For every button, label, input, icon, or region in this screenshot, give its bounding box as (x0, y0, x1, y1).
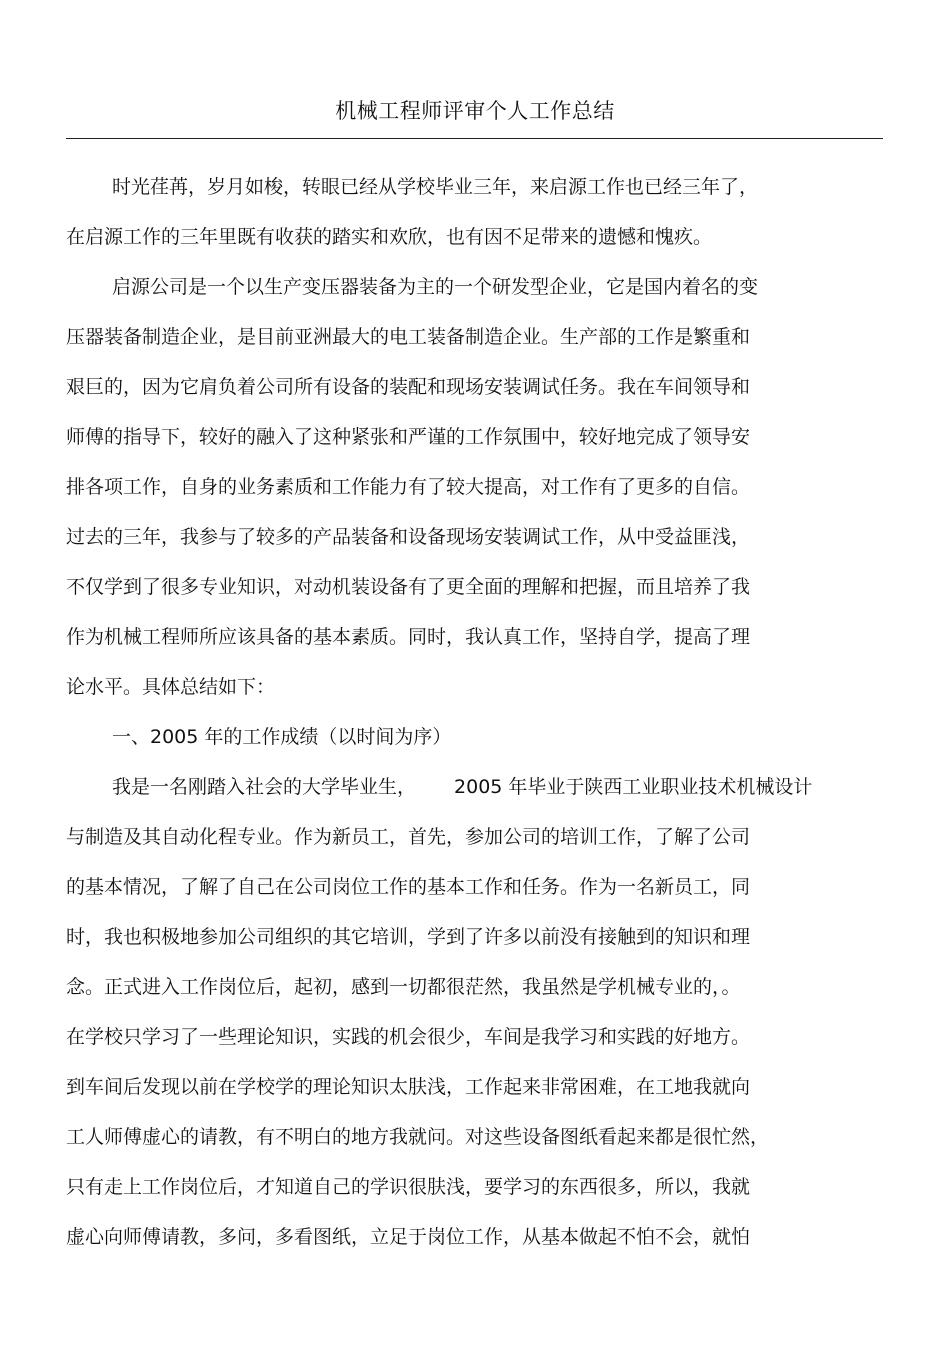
paragraph-line: 工人师傅虚心的请教，有不明白的地方我就问。对这些设备图纸看起来都是很忙然， (66, 1126, 770, 1148)
section-heading: 一、2005 年的工作成绩（以时间为序） (112, 726, 452, 748)
paragraph-line: 只有走上工作岗位后，才知道自己的学识很肤浅，要学习的东西很多，所以，我就 (66, 1176, 751, 1198)
document-body (66, 162, 866, 1262)
paragraph-line: 压器装备制造企业，是目前亚洲最大的电工装备制造企业。生产部的工作是繁重和 (66, 326, 751, 348)
paragraph-line: 到车间后发现以前在学校学的理论知识太肤浅，工作起来非常困难，在工地我就向 (66, 1076, 751, 1098)
paragraph-line: 过去的三年，我参与了较多的产品装备和设备现场安装调试工作，从中受益匪浅， (66, 526, 751, 548)
paragraph-line (66, 762, 866, 812)
paragraph-line: 的基本情况，了解了自己在公司岗位工作的基本工作和任务。作为一名新员工，同 (66, 876, 751, 898)
paragraph-line: 作为机械工程师所应该具备的基本素质。同时，我认真工作，坚持自学，提高了理 (66, 626, 751, 648)
paragraph-line: 时光荏苒，岁月如梭，转眼已经从学校毕业三年，来启源工作也已经三年了， (112, 176, 759, 198)
paragraph-line: 论水平。具体总结如下： (66, 676, 276, 698)
paragraph-line: 时，我也积极地参加公司组织的其它培训，学到了许多以前没有接触到的知识和理 (66, 926, 751, 948)
paragraph-line: 艰巨的，因为它肩负着公司所有设备的装配和现场安装调试任务。我在车间领导和 (66, 376, 751, 398)
paragraph-line: 师傅的指导下，较好的融入了这种紧张和严谨的工作氛围中，较好地完成了领导安 (66, 426, 751, 448)
paragraph-line: 排各项工作，自身的业务素质和工作能力有了较大提高，对工作有了更多的自信。 (66, 476, 751, 498)
document-title: 机械工程师评审个人工作总结 (335, 99, 615, 123)
paragraph-line: 在启源工作的三年里既有收获的踏实和欢欣，也有因不足带来的遗憾和愧疚。 (66, 226, 713, 248)
line-segment: 我是一名刚踏入社会的大学毕业生， (112, 776, 417, 798)
paragraph-line: 虚心向师傅请教，多问，多看图纸，立足于岗位工作，从基本做起不怕不会，就怕 (66, 1226, 751, 1248)
line-segment: 2005 年毕业于陕西工业职业技术机械设计 (454, 776, 813, 798)
paragraph-line: 与制造及其自动化程专业。作为新员工，首先，参加公司的培训工作，了解了公司 (66, 826, 751, 848)
paragraph-line: 念。正式进入工作岗位后，起初，感到一切都很茫然，我虽然是学机械专业的，。 (66, 976, 741, 998)
paragraph-line: 不仅学到了很多专业知识，对动机装设备有了更全面的理解和把握，而且培养了我 (66, 576, 751, 598)
title-divider (66, 138, 883, 139)
paragraph-line: 在学校只学习了一些理论知识，实践的机会很少，车间是我学习和实践的好地方。 (66, 1026, 751, 1048)
paragraph-line: 启源公司是一个以生产变压器装备为主的一个研发型企业，它是国内着名的变 (112, 276, 759, 298)
